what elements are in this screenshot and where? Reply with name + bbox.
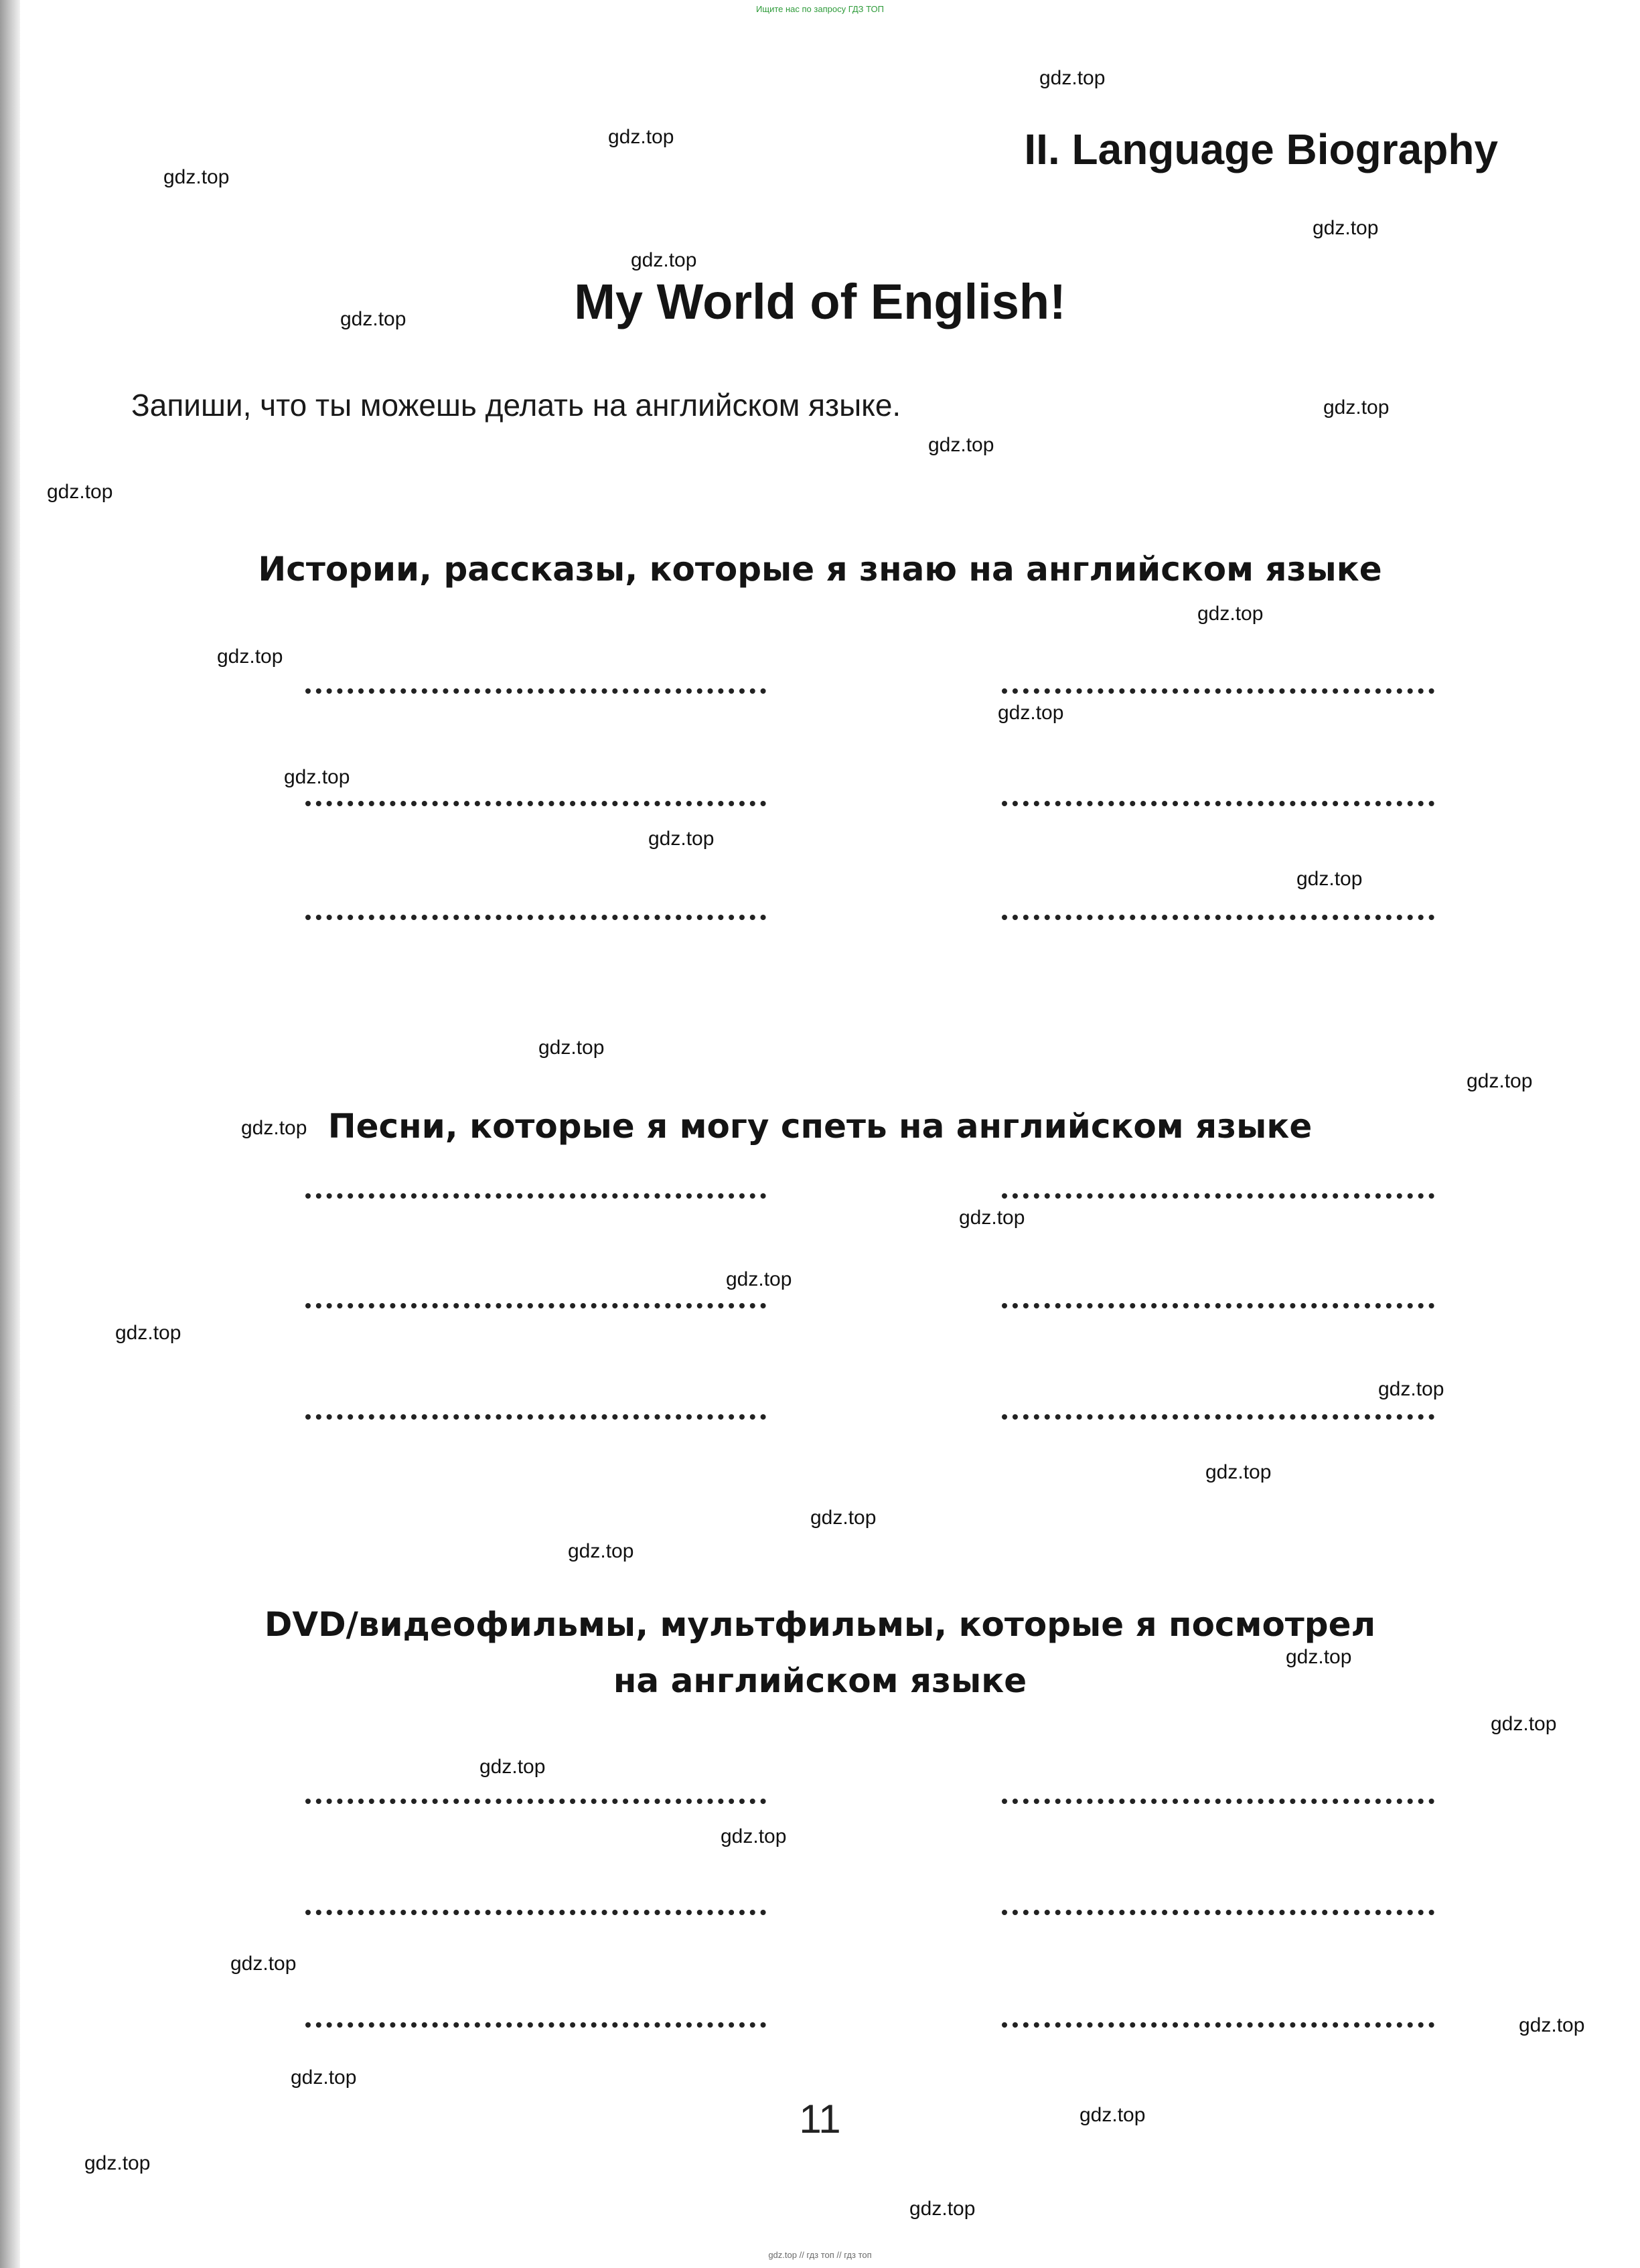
watermark-text: gdz.top [284, 766, 350, 788]
watermark-text: gdz.top [1039, 67, 1106, 89]
watermark-text: gdz.top [1323, 396, 1390, 419]
watermark-text: gdz.top [721, 1825, 787, 1847]
watermark-text: gdz.top [340, 308, 406, 330]
films-answer-line[interactable] [1002, 2022, 1434, 2028]
watermark-text: gdz.top [1286, 1646, 1352, 1668]
watermark-text: gdz.top [47, 481, 113, 503]
watermark-text: gdz.top [1519, 2014, 1585, 2036]
songs-answer-line[interactable] [1002, 1303, 1434, 1308]
films-heading-line-2: на английском языке [613, 1661, 1027, 1700]
watermark-text: gdz.top [1491, 1713, 1557, 1735]
songs-answer-line[interactable] [305, 1414, 766, 1420]
films-answer-line[interactable] [305, 2022, 766, 2028]
songs-answer-line[interactable] [1002, 1193, 1434, 1199]
watermark-text: gdz.top [1197, 603, 1264, 625]
watermark-text: gdz.top [928, 434, 994, 456]
films-answer-line[interactable] [1002, 1910, 1434, 1915]
stories-heading: Истории, рассказы, которые я знаю на английском языке [258, 550, 1382, 589]
films-answer-line[interactable] [305, 1799, 766, 1804]
watermark-text: gdz.top [1378, 1378, 1444, 1400]
watermark-text: gdz.top [568, 1540, 634, 1562]
watermark-text: gdz.top [1467, 1070, 1533, 1092]
bottom-banner: gdz.top // гдз топ // гдз топ [768, 2250, 872, 2260]
films-answer-line[interactable] [1002, 1799, 1434, 1804]
watermark-text: gdz.top [998, 702, 1064, 724]
stories-answer-line[interactable] [305, 688, 766, 694]
page-number: 11 [799, 2097, 841, 2141]
section-header: II. Language Biography [1024, 125, 1498, 173]
watermark-text: gdz.top [1313, 217, 1379, 239]
films-heading-line-1: DVD/видеофильмы, мультфильмы, которые я посмотрел [264, 1605, 1376, 1644]
watermark-text: gdz.top [291, 2066, 357, 2089]
films-answer-line[interactable] [305, 1910, 766, 1915]
watermark-text: gdz.top [1079, 2104, 1146, 2126]
watermark-text: gdz.top [115, 1322, 181, 1344]
watermark-text: gdz.top [608, 126, 674, 148]
songs-answer-line[interactable] [305, 1303, 766, 1308]
watermark-text: gdz.top [84, 2152, 151, 2174]
songs-answer-line[interactable] [305, 1193, 766, 1199]
page-title: My World of English! [574, 274, 1066, 329]
watermark-text: gdz.top [1205, 1461, 1272, 1483]
watermark-text: gdz.top [959, 1207, 1025, 1229]
watermark-text: gdz.top [538, 1037, 605, 1059]
watermark-text: gdz.top [810, 1507, 877, 1529]
watermark-text: gdz.top [1296, 868, 1363, 890]
top-banner: Ищите нас по запросу ГДЗ ТОП [756, 4, 884, 14]
watermark-text: gdz.top [163, 166, 230, 188]
watermark-text: gdz.top [909, 2198, 976, 2220]
watermark-text: gdz.top [479, 1756, 546, 1778]
songs-answer-line[interactable] [1002, 1414, 1434, 1420]
instruction-text: Запиши, что ты можешь делать на английском языке. [131, 388, 901, 423]
watermark-text: gdz.top [631, 249, 697, 271]
watermark-text: gdz.top [230, 1953, 297, 1975]
songs-heading: Песни, которые я могу спеть на английском языке [327, 1107, 1313, 1146]
watermark-text: gdz.top [648, 828, 715, 850]
watermark-text: gdz.top [726, 1268, 792, 1290]
watermark-text: gdz.top [241, 1117, 307, 1139]
stories-answer-line[interactable] [305, 801, 766, 806]
stories-answer-line[interactable] [1002, 801, 1434, 806]
stories-answer-line[interactable] [1002, 688, 1434, 694]
watermark-text: gdz.top [217, 646, 283, 668]
stories-answer-line[interactable] [305, 915, 766, 920]
stories-answer-line[interactable] [1002, 915, 1434, 920]
